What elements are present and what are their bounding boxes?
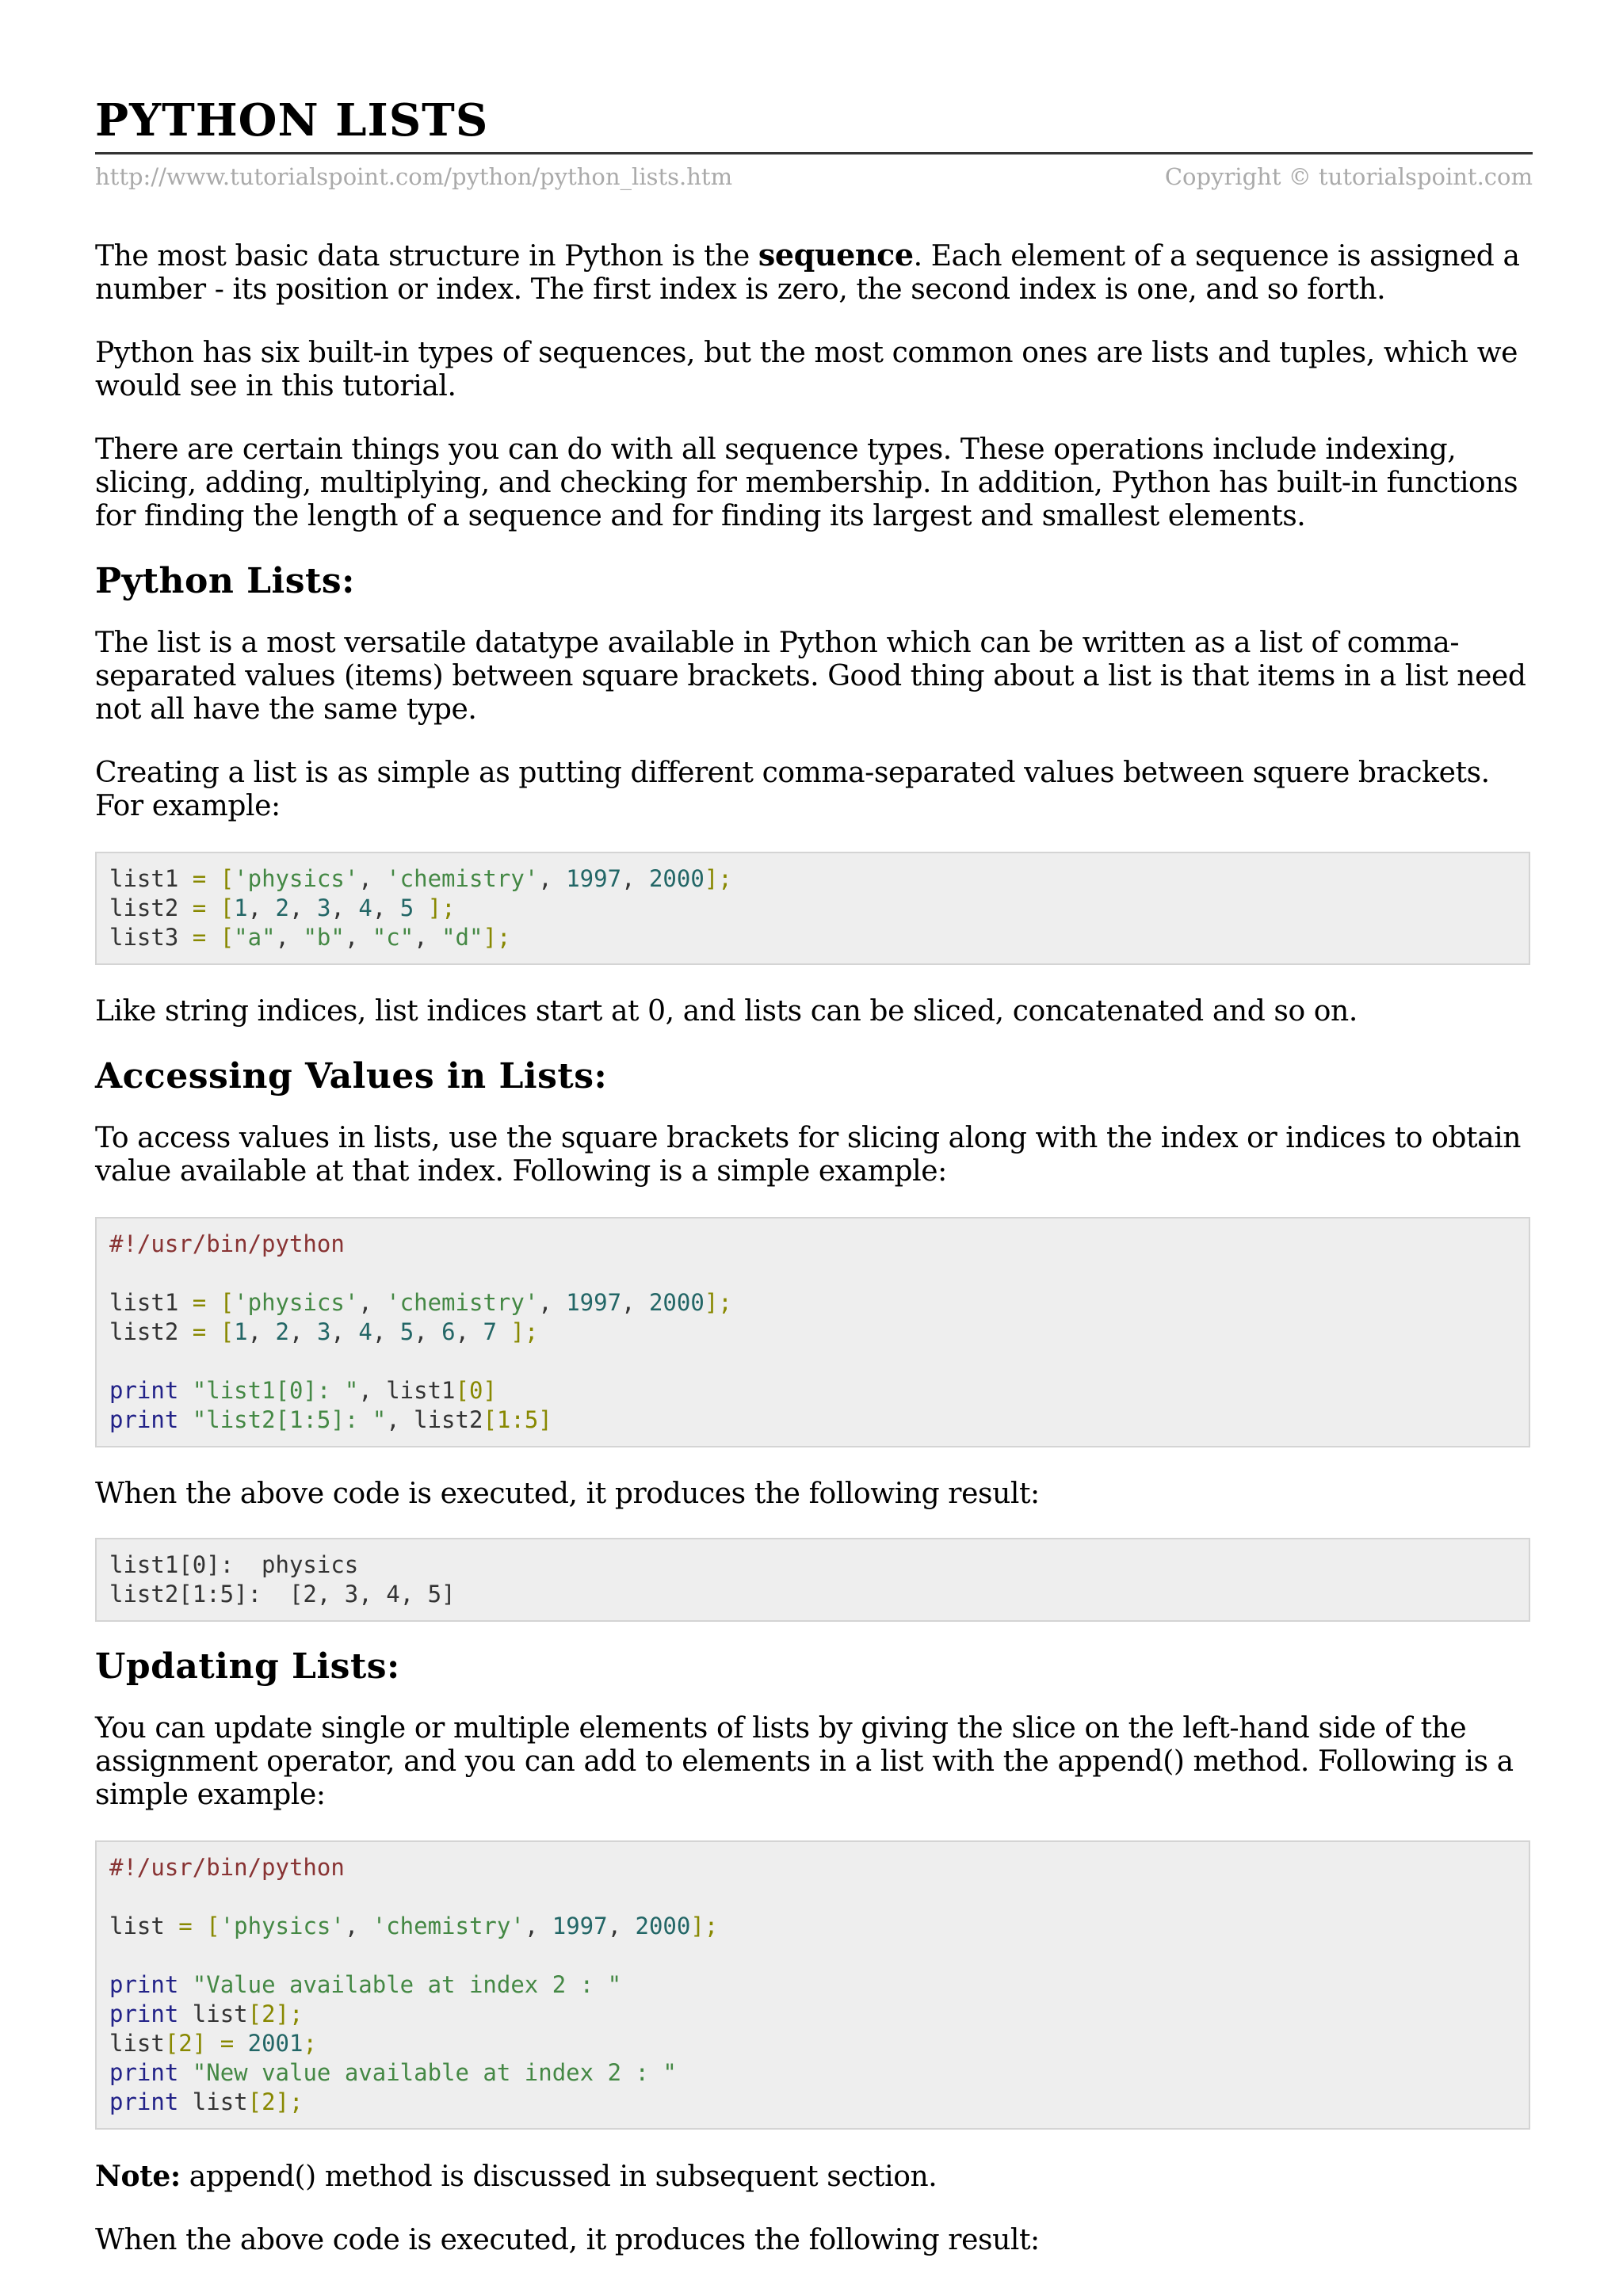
copyright-notice: Copyright © tutorialspoint.com [1164,163,1533,190]
code-block-create-lists: list1 = ['physics', 'chemistry', 1997, 2000]; list2 = [1, 2, 3, 4, 5 ]; list3 = ["a", "b", "c", "d"]; [95,852,1530,965]
lists-paragraph-1: The list is a most versatile datatype available in Python which can be written as a list of comma-separated values (items) between square brackets. Good thing about a list is that items in a list need not all have the same type. [95,627,1526,726]
document-page [95,93,1533,2257]
heading-python-lists: Python Lists: [95,561,355,601]
lists-paragraph-2: Creating a list is as simple as putting different comma-separated values between squere brackets. For example: [95,757,1490,822]
source-url[interactable]: http://www.tutorialspoint.com/python/python_lists.htm [95,163,733,190]
update-paragraph-1: You can update single or multiple elements of lists by giving the slice on the left-hand side of the assignment operator, and you can add to elements in a list with the append() method. Following is a simple example: [95,1712,1514,1811]
intro-paragraph-1: The most basic data structure in Python is the sequence. Each element of a sequence is assigned a number - its position or index. The first index is zero, the second index is one, and so forth. [95,237,1520,306]
page-meta [95,162,1533,191]
access-paragraph-1: To access values in lists, use the square brackets for slicing along with the index or indices to obtain value available at that index. Following is a simple example: [95,1122,1522,1188]
code-block-update-lists: #!/usr/bin/python list = ['physics', 'chemistry', 1997, 2000]; print "Value available at index 2 : " print list[2]; list[2] = 2001; print "New value available at index 2 : " print list[2]; [95,1840,1530,2130]
update-paragraph-2: When the above code is executed, it produces the following result: [95,2224,1040,2256]
term-sequence: sequence [758,237,914,273]
page-title: PYTHON LISTS [95,94,489,147]
heading-accessing-values: Accessing Values in Lists: [95,1056,608,1097]
heading-updating-lists: Updating Lists: [95,1646,400,1687]
lists-paragraph-3: Like string indices, list indices start at 0, and lists can be sliced, concatenated and so on. [95,995,1358,1028]
access-paragraph-2: When the above code is executed, it produces the following result: [95,1478,1040,1510]
intro-paragraph-2: Python has six built-in types of sequences, but the most common ones are lists and tuples, which we would see in this tutorial. [95,337,1518,402]
intro-paragraph-3: There are certain things you can do with all sequence types. These operations include indexing, slicing, adding, multiplying, and checking for membership. In addition, Python has built-in functions for finding the length of a sequence and for finding its largest and smallest elements. [95,433,1518,532]
output-block-access-values: list1[0]: physics list2[1:5]: [2, 3, 4, 5] [95,1538,1530,1622]
title-divider [95,152,1533,154]
note-label: Note: [95,2160,181,2193]
note-paragraph: Note: append() method is discussed in subsequent section. [95,2160,938,2193]
code-block-access-values: #!/usr/bin/python list1 = ['physics', 'chemistry', 1997, 2000]; list2 = [1, 2, 3, 4, 5, 6, 7 ]; print "list1[0]: ", list1[0] print "list2[1:5]: ", list2[1:5] [95,1217,1530,1447]
